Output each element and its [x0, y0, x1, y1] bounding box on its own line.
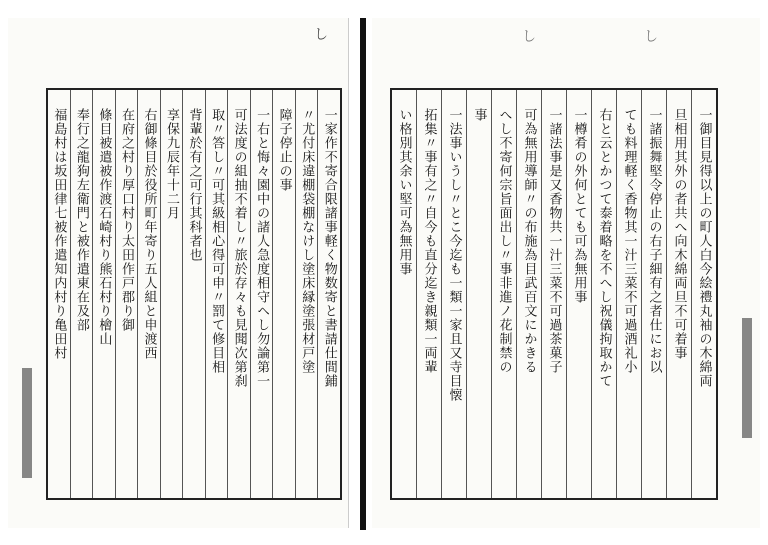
stamp-strip-left — [22, 368, 32, 478]
text-column — [160, 90, 183, 498]
text-column — [115, 90, 138, 498]
column-text: 一法事いうし〃とこ今迄も一類一家且又寺目懐 — [446, 108, 462, 402]
column-text: 拓集〃事有之〃自今も直分迄き親類一両輩 — [421, 108, 437, 374]
text-column — [272, 90, 295, 498]
columns-right — [392, 90, 716, 498]
column-text: 事 — [471, 108, 487, 122]
column-text: 右御條目於役所町年寄り五人組と申渡西 — [141, 108, 157, 360]
text-column — [666, 90, 691, 498]
text-column — [48, 90, 70, 498]
column-text: 背輩於有之可行其科者也 — [186, 108, 202, 262]
text-column — [441, 90, 466, 498]
column-text: 障子停止の事 — [276, 108, 292, 192]
column-text: 可法度の組抽不着し〃旅於存々も見聞次第刹 — [231, 108, 247, 388]
text-column — [317, 90, 340, 498]
column-text: 可為無用導師〃の布施為目武百文にかきる — [521, 108, 537, 374]
column-text: 一樽肴の外何とても可為無用事 — [571, 108, 587, 304]
text-column — [591, 90, 616, 498]
column-text: 一諸法事是又香物共一汁三菜不可過茶菓子 — [546, 108, 562, 374]
text-frame-right — [390, 88, 718, 500]
text-column — [491, 90, 516, 498]
column-text: へし不寄何宗旨面出し〃事非進ノ花制禁の — [496, 108, 512, 374]
text-column — [541, 90, 566, 498]
text-column — [392, 90, 416, 498]
page-mark: し — [314, 27, 328, 43]
stamp-strip-right — [742, 318, 752, 438]
text-column — [566, 90, 591, 498]
column-text: 享保九辰年十二月 — [164, 108, 180, 220]
column-text: 福島村は坂田律七被作遣知内村り亀田村 — [51, 108, 67, 360]
text-column — [616, 90, 641, 498]
page-mark: し — [644, 29, 658, 45]
right-page — [372, 18, 760, 528]
column-text: 旦相用其外の者共へ向木綿両旦不可着事 — [671, 108, 687, 360]
text-column — [416, 90, 441, 498]
text-column — [182, 90, 205, 498]
column-text: 一御目見得以上の町人白今絵禮丸袖の木綿両 — [696, 108, 712, 388]
text-column — [641, 90, 666, 498]
column-text: 〃尤付床違棚袋棚なけし塗床縁塗張材戸塗 — [299, 108, 315, 374]
column-text: 右と云とかつて泰着略を不へし祝儀拘取かて — [596, 108, 612, 388]
column-text: 一右と悔々園中の諸人急度相守ヘし勿論第一 — [254, 108, 270, 388]
text-column — [250, 90, 273, 498]
text-column — [227, 90, 250, 498]
text-column — [92, 90, 115, 498]
column-text: 在府之村り厚口村り太田作戸郡り御 — [118, 108, 134, 332]
column-text: い格別其余い堅可為無用事 — [396, 108, 412, 276]
text-frame-left — [46, 88, 342, 500]
column-text: 條目被遣被作渡石崎村り熊石村り檜山 — [96, 108, 112, 346]
page-mark: し — [522, 29, 536, 45]
column-text: 一諸振舞堅令停止の右子細有之者仕にお以 — [646, 108, 662, 374]
column-text: 取〃答し〃可其級相心得可申〃罰て修目相 — [209, 108, 225, 374]
text-column — [70, 90, 93, 498]
text-column — [205, 90, 228, 498]
column-text: 奉行之龍狗左衛門と被作遣東在及部 — [73, 108, 89, 332]
text-column — [691, 90, 716, 498]
text-column — [516, 90, 541, 498]
text-column — [295, 90, 318, 498]
left-page — [8, 18, 349, 528]
column-text: 一家作不寄合限諸事軽く物数寄と書請仕間鋪 — [321, 108, 337, 388]
text-column — [466, 90, 491, 498]
binding-gutter — [360, 18, 366, 530]
columns-left — [48, 90, 340, 498]
text-column — [137, 90, 160, 498]
column-text: ても料理軽く香物其一汁三菜不可過酒礼小 — [621, 108, 637, 374]
